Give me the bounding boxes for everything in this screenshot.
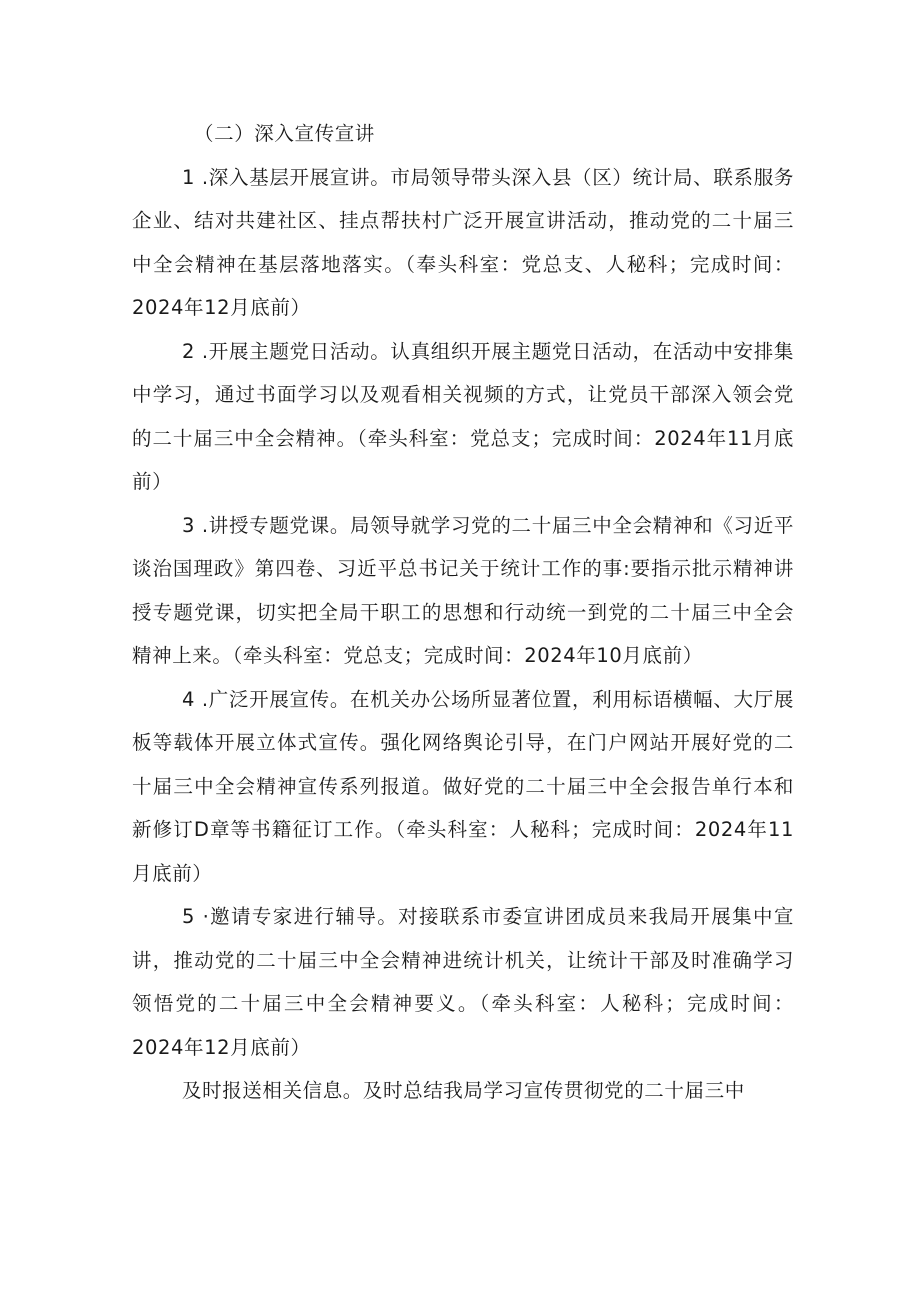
paragraph-item-4: 4 .广泛开展宣传。在机关办公场所显著位置，利用标语横幅、大厅展板等载体开展立体式宣传。强化网络舆论引导，在门户网站开展好党的二十届三中全会精神宣传系列报道。做好党的二十届三中全会报告单行本和新修订D章等书籍征订工作。（牵头科室：人秘科；完成时间：2024年11月底前） [132,687,794,885]
section-heading: （二）深入宣传宣讲 [194,122,375,145]
paragraph-item-3: 3 .讲授专题党课。局领导就学习党的二十届三中全会精神和《习近平谈治国理政》第四卷、习近平总书记关于统计工作的事:要指示批示精神讲授专题党课，切实把全局干职工的思想和行动统一到党的二十届三中全会精神上来。（牵头科室：党总支；完成时间：2024年10月底前） [132,513,794,667]
paragraph-item-5: 5 ·邀请专家进行辅导。对接联系市委宣讲团成员来我局开展集中宣讲，推动党的二十届三中全会精神进统计机关，让统计干部及时准确学习领悟党的二十届三中全会精神要义。（牵头科室：人秘科；完成时间：2024年12月底前） [132,905,794,1059]
paragraph-item-1: 1 .深入基层开展宣讲。市局领导带头深入县（区）统计局、联系服务企业、结对共建社区、挂点帮扶村广泛开展宣讲活动，推动党的二十届三中全会精神在基层落地落实。（奉头科室：党总支、人秘科；完成时间：2024年12月底前） [132,165,794,319]
document-body [132,112,794,1113]
paragraph-continued: 及时报送相关信息。及时总结我局学习宣传贯彻党的二十届三中 [182,1079,745,1102]
paragraph-item-2: 2 .开展主题党日活动。认真组织开展主题党日活动，在活动中安排集中学习，通过书面学习以及观看相关视频的方式，让党员干部深入领会党的二十届三中全会精神。（牵头科室：党总支；完成时间：2024年11月底前） [132,339,794,493]
